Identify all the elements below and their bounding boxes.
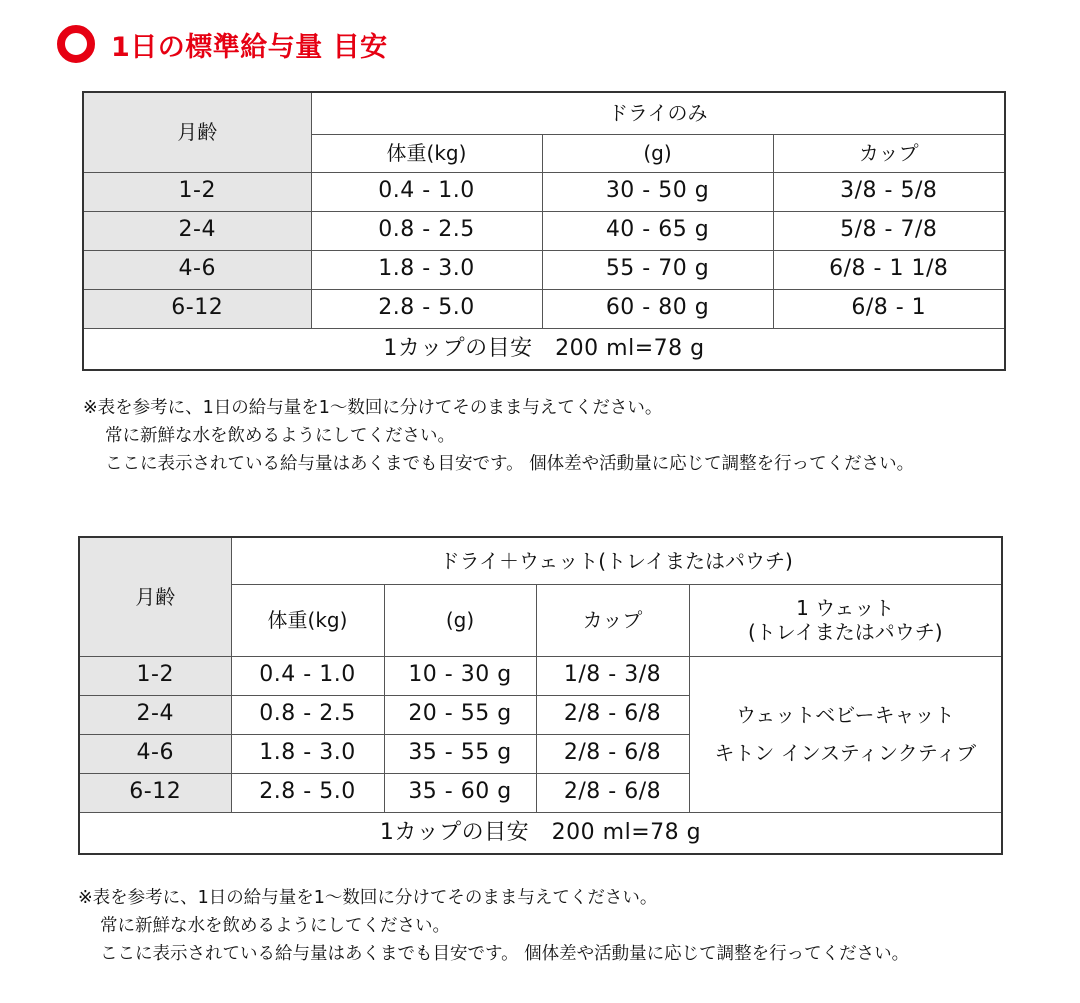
cup-cell: 1/8 - 3/8 (536, 656, 689, 695)
wet-product-line1: ウェットベビーキャット (736, 703, 955, 727)
grams-cell: 35 - 60 g (384, 773, 536, 812)
weight-header: 体重(kg) (311, 134, 542, 172)
table-row (83, 289, 1005, 328)
weight-cell: 2.8 - 5.0 (231, 773, 384, 812)
note-line: ※表を参考に、1日の給与量を1～数回に分けてそのまま与えてください。 (83, 398, 663, 418)
grams-cell: 35 - 55 g (384, 734, 536, 773)
cup-header: カップ (536, 584, 689, 656)
weight-header: 体重(kg) (231, 584, 384, 656)
age-cell: 1-2 (79, 656, 231, 695)
note-line: ※表を参考に、1日の給与量を1～数回に分けてそのまま与えてください。 (78, 888, 658, 908)
age-cell: 2-4 (79, 695, 231, 734)
grams-cell: 55 - 70 g (542, 250, 773, 289)
cup-measure-footer: 1カップの目安 200 ml=78 g (83, 328, 1005, 370)
cup-cell: 6/8 - 1 (773, 289, 1005, 328)
weight-cell: 0.8 - 2.5 (231, 695, 384, 734)
section-title: 1日の標準給与量 目安 (111, 31, 388, 63)
grams-cell: 30 - 50 g (542, 172, 773, 211)
age-cell: 6-12 (83, 289, 311, 328)
feeding-note (83, 394, 914, 478)
dry-only-header: ドライのみ (311, 92, 1005, 134)
grams-header: (g) (542, 134, 773, 172)
age-cell: 4-6 (79, 734, 231, 773)
age-cell: 4-6 (83, 250, 311, 289)
weight-cell: 0.4 - 1.0 (231, 656, 384, 695)
age-header: 月齢 (79, 537, 231, 656)
age-cell: 6-12 (79, 773, 231, 812)
table-row (83, 211, 1005, 250)
grams-cell: 20 - 55 g (384, 695, 536, 734)
feeding-note (78, 884, 909, 968)
wet-header (689, 584, 1002, 656)
grams-cell: 60 - 80 g (542, 289, 773, 328)
cup-header: カップ (773, 134, 1005, 172)
age-cell: 2-4 (83, 211, 311, 250)
cup-cell: 3/8 - 5/8 (773, 172, 1005, 211)
table-row (79, 656, 1002, 695)
note-line: 常に新鮮な水を飲めるようにしてください。 (100, 916, 450, 936)
cup-measure-footer: 1カップの目安 200 ml=78 g (79, 812, 1002, 854)
dry-only-feeding-table (82, 91, 1006, 371)
weight-cell: 1.8 - 3.0 (231, 734, 384, 773)
red-circle-icon (57, 25, 95, 63)
cup-cell: 2/8 - 6/8 (536, 773, 689, 812)
wet-product-line2: キトン インスティンクティブ (714, 741, 977, 765)
cup-cell: 2/8 - 6/8 (536, 734, 689, 773)
grams-header: (g) (384, 584, 536, 656)
cup-cell: 5/8 - 7/8 (773, 211, 1005, 250)
weight-cell: 1.8 - 3.0 (311, 250, 542, 289)
age-cell: 1-2 (83, 172, 311, 211)
note-line: 常に新鮮な水を飲めるようにしてください。 (105, 426, 455, 446)
note-line: ここに表示されている給与量はあくまでも目安です。 個体差や活動量に応じて調整を行ってください。 (100, 944, 910, 964)
cup-cell: 6/8 - 1 1/8 (773, 250, 1005, 289)
cup-cell: 2/8 - 6/8 (536, 695, 689, 734)
grams-cell: 40 - 65 g (542, 211, 773, 250)
weight-cell: 0.4 - 1.0 (311, 172, 542, 211)
note-line: ここに表示されている給与量はあくまでも目安です。 個体差や活動量に応じて調整を行ってください。 (105, 454, 915, 474)
wet-header-line2: (トレイまたはパウチ) (747, 620, 943, 644)
table-row (83, 172, 1005, 211)
wet-header-line1: 1 ウェット (796, 596, 895, 620)
grams-cell: 10 - 30 g (384, 656, 536, 695)
section-heading (57, 24, 388, 64)
dry-plus-wet-feeding-table (78, 536, 1003, 855)
weight-cell: 0.8 - 2.5 (311, 211, 542, 250)
table-row (83, 250, 1005, 289)
wet-product-cell (689, 656, 1002, 812)
weight-cell: 2.8 - 5.0 (311, 289, 542, 328)
dry-plus-wet-header: ドライ＋ウェット(トレイまたはパウチ) (231, 537, 1002, 584)
age-header: 月齢 (83, 92, 311, 172)
